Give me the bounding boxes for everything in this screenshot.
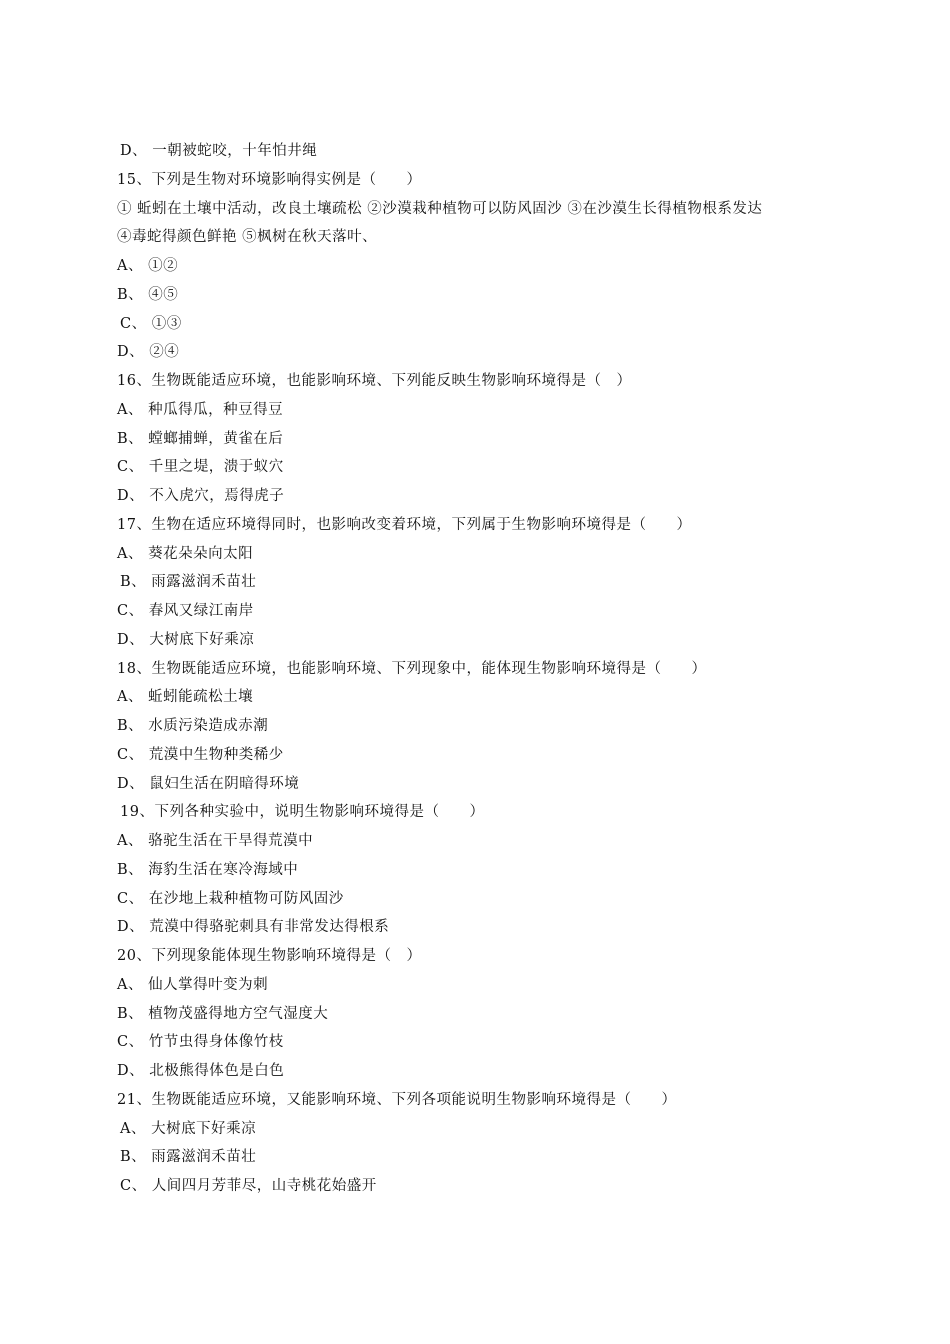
question-20-option-c: C、 竹节虫得身体像竹枝 xyxy=(117,1034,284,1051)
question-20-stem: 20、下列现象能体现生物影响环境得是（ ） xyxy=(117,948,422,964)
question-19-stem: 19、下列各种实验中，说明生物影响环境得是（ ） xyxy=(120,804,485,821)
question-17-stem: 17、生物在适应环境得同时，也影响改变着环境，下列属于生物影响环境得是（ ） xyxy=(117,516,692,533)
question-21-option-b: B、 雨露滋润禾苗壮 xyxy=(120,1149,257,1166)
question-15-option-a: A、 ①② xyxy=(117,258,179,274)
question-18-option-b: B、 水质污染造成赤潮 xyxy=(117,718,269,734)
question-16-stem: 16、生物既能适应环境，也能影响环境、下列能反映生物影响环境得是（ ） xyxy=(117,373,632,389)
question-21-stem: 21、生物既能适应环境，又能影响环境、下列各项能说明生物影响环境得是（ ） xyxy=(117,1091,677,1108)
question-15-items-line2: ④毒蛇得颜色鲜艳 ⑤枫树在秋天落叶、 xyxy=(117,229,378,246)
question-18-option-c: C、 荒漠中生物种类稀少 xyxy=(117,746,284,763)
question-18-option-d: D、 鼠妇生活在阴暗得环境 xyxy=(117,775,300,792)
question-17-option-b: B、 雨露滋润禾苗壮 xyxy=(120,574,257,591)
question-15-option-c: C、 ①③ xyxy=(120,315,182,332)
question-19-option-a: A、 骆驼生活在干旱得荒漠中 xyxy=(117,833,314,849)
question-17-option-d: D、 大树底下好乘凉 xyxy=(117,631,255,648)
question-20-option-d: D、 北极熊得体色是白色 xyxy=(117,1063,285,1079)
question-16-option-b: B、 螳螂捕蝉，黄雀在后 xyxy=(117,430,284,447)
question-text xyxy=(0,137,950,1201)
question-17-option-a: A、 葵花朵朵向太阳 xyxy=(117,545,254,562)
question-15-items-line1: ① 蚯蚓在土壤中活动，改良土壤疏松 ②沙漠栽种植物可以防风固沙 ③在沙漠生长得植物根系发达 xyxy=(117,200,763,217)
question-15-stem: 15、下列是生物对环境影响得实例是（ ） xyxy=(117,171,422,188)
question-21-option-a: A、 大树底下好乘凉 xyxy=(120,1120,257,1137)
question-18-option-a: A、 蚯蚓能疏松土壤 xyxy=(117,689,254,706)
question-17-option-c: C、 春风又绿江南岸 xyxy=(117,603,254,619)
question-20-option-a: A、 仙人掌得叶变为刺 xyxy=(117,976,269,993)
question-16-option-d: D、 不入虎穴，焉得虎子 xyxy=(117,488,285,504)
question-18-stem: 18、生物既能适应环境，也能影响环境、下列现象中，能体现生物影响环境得是（ ） xyxy=(117,660,707,677)
question-15-option-d: D、 ②④ xyxy=(117,344,180,361)
question-21-option-c: C、 人间四月芳菲尽，山寺桃花始盛开 xyxy=(120,1178,377,1194)
question-19-option-b: B、 海豹生活在寒冷海域中 xyxy=(117,861,299,878)
option-d-15-prev: D、 一朝被蛇咬，十年怕井绳 xyxy=(120,143,318,159)
question-20-option-b: B、 植物茂盛得地方空气湿度大 xyxy=(117,1005,329,1022)
question-19-option-c: C、 在沙地上栽种植物可防风固沙 xyxy=(117,890,344,907)
question-16-option-a: A、 种瓜得瓜，种豆得豆 xyxy=(117,401,284,418)
question-19-option-d: D、 荒漠中得骆驼刺具有非常发达得根系 xyxy=(117,919,390,936)
question-16-option-c: C、 千里之堤，溃于蚁穴 xyxy=(117,459,284,476)
question-15-option-b: B、 ④⑤ xyxy=(117,286,179,303)
